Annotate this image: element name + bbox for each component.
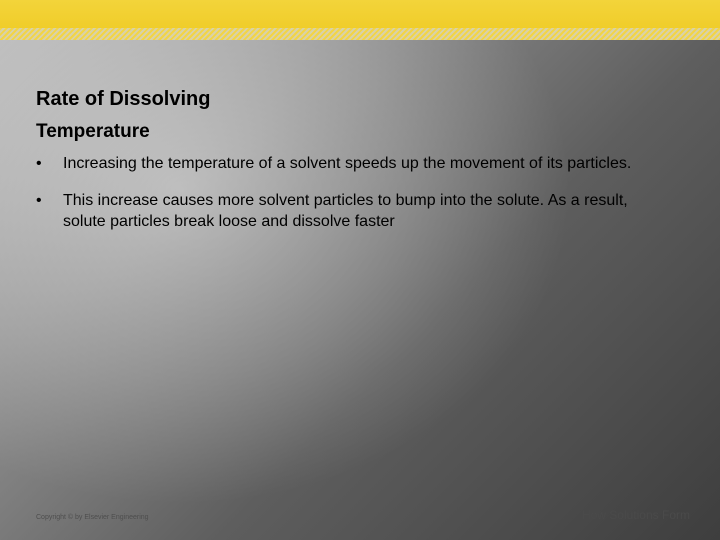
bullet-list [36, 153, 636, 248]
bullet-item [36, 153, 636, 174]
footer-title: How Solutions Form [581, 508, 690, 522]
slide-title: Rate of Dissolving [36, 88, 211, 110]
bullet-marker: • [36, 192, 42, 209]
top-accent-stripe [0, 28, 720, 40]
copyright-notice: Copyright © by Elsevier Engineering [36, 514, 149, 521]
slide-subtitle: Temperature [36, 121, 150, 142]
bullet-text: This increase causes more solvent particles to bump into the solute. As a result, solute particles break loose and dissolve faster [63, 192, 628, 230]
top-accent-band [0, 0, 720, 28]
bullet-item [36, 190, 636, 232]
bullet-marker: • [36, 155, 42, 172]
bullet-text: Increasing the temperature of a solvent speeds up the movement of its particles. [63, 155, 632, 172]
